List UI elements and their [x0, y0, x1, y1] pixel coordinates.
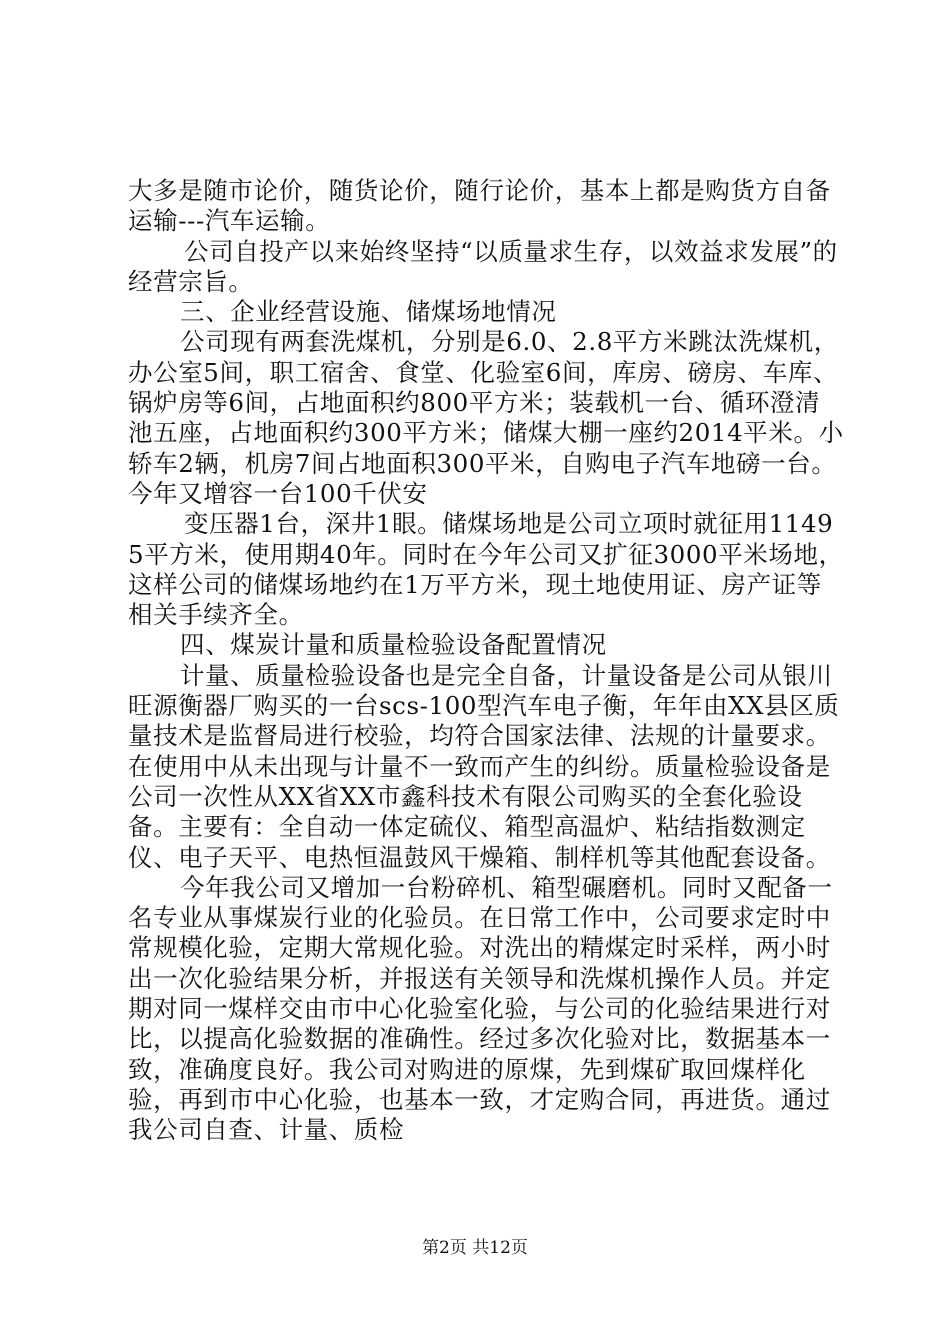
paragraph-continuation: 大多是随市论价，随货论价，随行论价，基本上都是购货方自备运输---汽车运输。 — [128, 176, 831, 236]
paragraph-equipment: 计量、质量检验设备也是完全自备，计量设备是公司从银川旺源衡器厂购买的一台scs-100型汽车电子衡，年年由XX县区质量技术是监督局进行校验，均符合国家法律、法规的计量要求。在使用中从未出现与计量不一致而产生的纠纷。质量检验设备是公司一次性从XX省XX市鑫科技术有限公司购买的全套化验设备。主要有：全自动一体定硫仪、箱型高温炉、粘结指数测定仪、电子天平、电热恒温鼓风干燥箱、制样机等其他配套设备。 — [128, 660, 840, 872]
page-number-footer: 第2页 共12页 — [422, 1238, 528, 1258]
document-body — [128, 176, 844, 1146]
section-heading-equipment: 四、煤炭计量和质量检验设备配置情况 — [180, 630, 607, 660]
section-heading-facilities: 三、企业经营设施、储煤场地情况 — [180, 297, 557, 327]
paragraph-lab-procedures: 今年我公司又增加一台粉碎机、箱型碾磨机。同时又配备一名专业从事煤炭行业的化验员。在日常工作中，公司要求定时中常规模化验，定期大常规化验。对洗出的精煤定时采样，两小时出一次化验结果分析，并报送有关领导和洗煤机操作人员。并定期对同一煤样交由市中心化验室化验，与公司的化验结果进行对比，以提高化验数据的准确性。经过多次化验对比，数据基本一致，准确度良好。我公司对购进的原煤，先到煤矿取回煤样化验，再到市中心化验，也基本一致，才定购合同，再进货。通过我公司自查、计量、质检 — [128, 872, 833, 1145]
paragraph-storage-site: 变压器1台，深井1眼。储煤场地是公司立项时就征用11495平方米，使用期40年。同时在今年公司又扩征3000平米场地，这样公司的储煤场地约在1万平方米，现土地使用证、房产证等相关手续齐全。 — [128, 509, 844, 630]
paragraph-facilities: 公司现有两套洗煤机，分别是6.0、2.8平方米跳汰洗煤机，办公室5间，职工宿舍、食堂、化验室6间，库房、磅房、车库、锅炉房等6间，占地面积约800平方米；装载机一台、循环澄清池五座，占地面积约300平方米；储煤大棚一座约2014平米。小轿车2辆，机房7间占地面积300平米，自购电子汽车地磅一台。今年又增容一台100千伏安 — [128, 327, 844, 508]
paragraph-company-principle: 公司自投产以来始终坚持“以质量求生存，以效益求发展”的经营宗旨。 — [128, 236, 838, 296]
